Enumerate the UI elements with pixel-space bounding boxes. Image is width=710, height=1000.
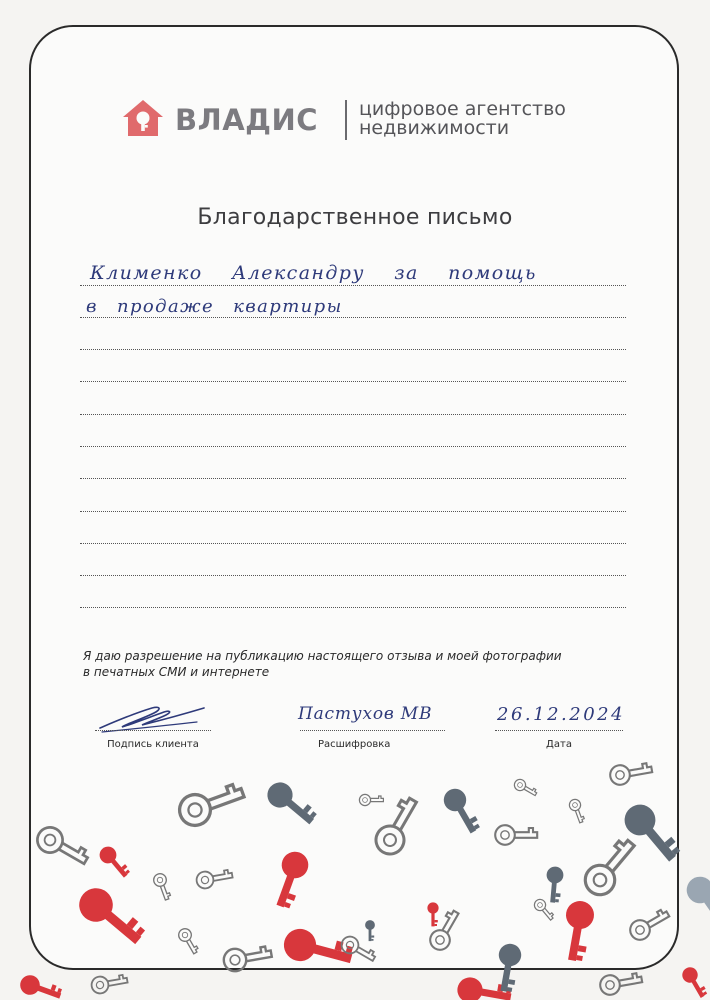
company-logo — [121, 98, 591, 142]
writing-line — [80, 543, 626, 544]
logo-tagline-line-2: недвижимости — [359, 117, 510, 139]
consent-line-1: Я даю разрешение на публикацию настоящего отзыва и моей фотографии — [83, 649, 562, 663]
writing-line — [80, 381, 626, 382]
page-title: Благодарственное письмо — [197, 205, 513, 230]
date-line — [495, 730, 623, 731]
logo-brand-name: ВЛАДИС — [175, 103, 319, 137]
logo-divider — [345, 100, 347, 140]
decoding-line — [300, 730, 445, 731]
handwritten-text-line-1: Клименко Александру за помощь — [90, 262, 537, 284]
writing-line — [80, 511, 626, 512]
key-icon — [17, 972, 63, 1000]
publication-consent — [83, 648, 603, 680]
decoding-value: Пастухов МВ — [298, 704, 433, 724]
date-caption: Дата — [546, 739, 572, 750]
key-icon — [599, 970, 644, 997]
letter-card-border — [29, 25, 679, 970]
consent-line-2: в печатных СМИ и интернете — [83, 665, 270, 679]
writing-line — [80, 607, 626, 608]
handwritten-text-line-2: в продаже квартиры — [86, 296, 343, 317]
writing-line — [80, 446, 626, 447]
writing-line — [80, 317, 626, 318]
key-icon — [90, 972, 128, 995]
signature-line — [95, 730, 211, 731]
logo-tagline-line-1: цифровое агентство — [359, 98, 566, 120]
writing-line — [80, 285, 626, 286]
key-icon — [679, 964, 709, 1000]
house-key-icon — [121, 98, 165, 138]
signature-caption: Подпись клиента — [107, 739, 199, 750]
date-value: 26.12.2024 — [497, 704, 626, 725]
writing-line — [80, 575, 626, 576]
logo-tagline — [359, 100, 566, 138]
writing-line — [80, 349, 626, 350]
decoding-caption: Расшифровка — [318, 739, 391, 750]
writing-line — [80, 414, 626, 415]
key-icon — [455, 975, 513, 1000]
key-icon — [681, 871, 710, 933]
writing-line — [80, 478, 626, 479]
